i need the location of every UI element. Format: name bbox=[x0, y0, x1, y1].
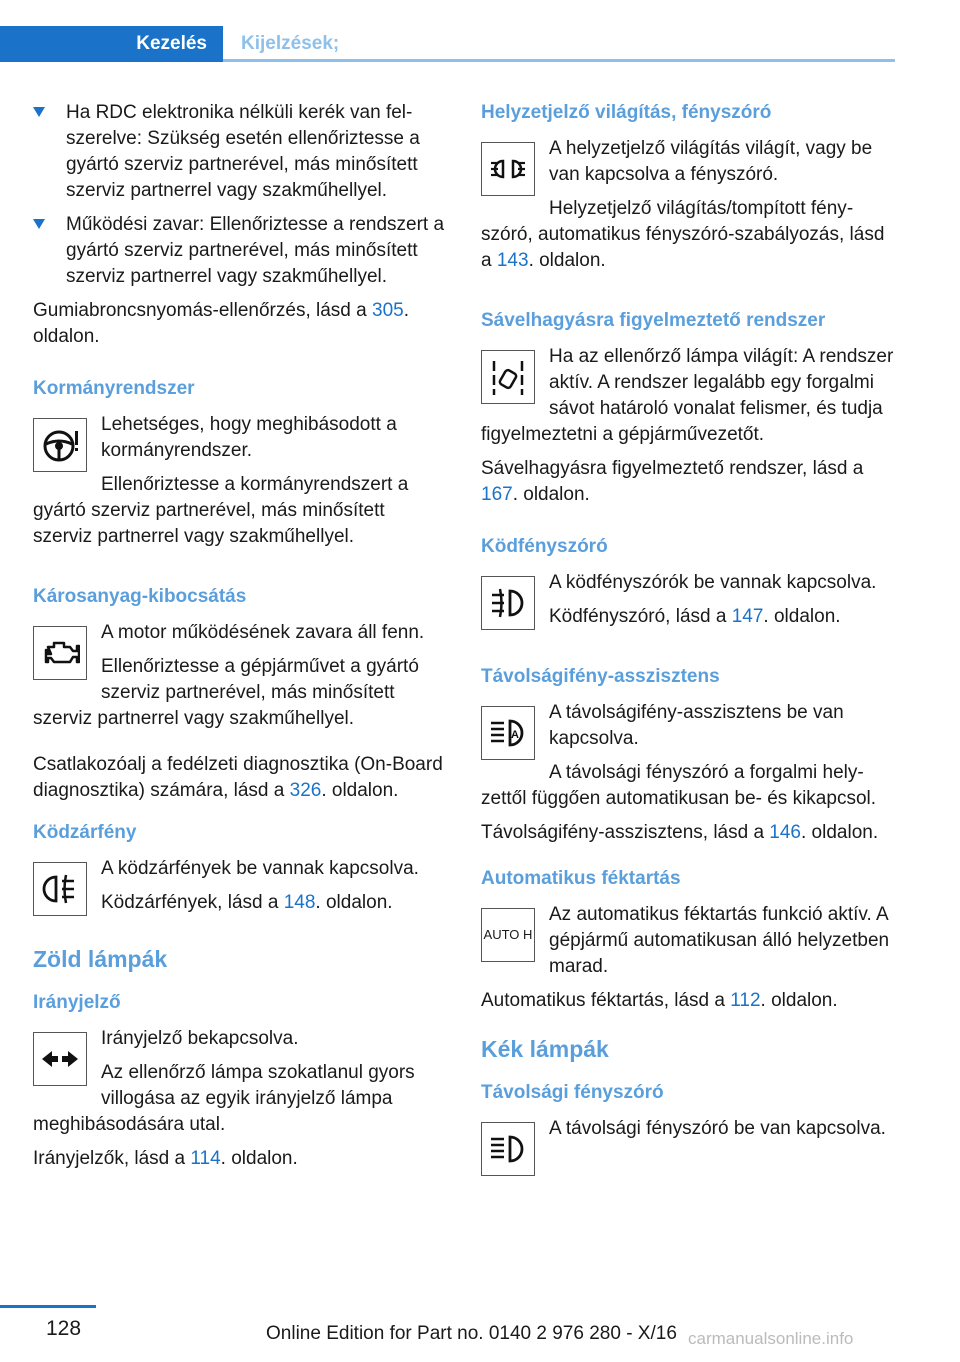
page-link-167[interactable]: 167 bbox=[481, 484, 513, 505]
front-fog-light-icon bbox=[481, 576, 535, 630]
reference-text: . oldalon. bbox=[528, 250, 606, 271]
parking-reference bbox=[481, 196, 896, 274]
footer-accent-line bbox=[0, 1305, 96, 1308]
tire-pressure-reference bbox=[33, 298, 448, 350]
highbeam-assistant-reference bbox=[481, 820, 896, 846]
triangle-bullet-icon bbox=[33, 212, 45, 238]
page-link-326[interactable]: 326 bbox=[289, 780, 322, 801]
tab-kijelzesek[interactable]: Kijelzések; bbox=[241, 33, 340, 54]
page-link-148[interactable]: 148 bbox=[283, 892, 316, 913]
engine-check-icon bbox=[33, 626, 87, 680]
tab-underline bbox=[223, 59, 895, 62]
section-heading-highbeam-assistant: Távolságifény-asszisztens bbox=[481, 666, 720, 687]
fog-reference bbox=[481, 604, 896, 630]
footer-edition: Online Edition for Part no. 0140 2 976 280 - X/16 bbox=[266, 1323, 677, 1344]
paragraph: A távolsági fényszóró a forgalmi helyzettől függően automatikusan be- és kikapcsol. bbox=[481, 762, 877, 809]
page-link-143[interactable]: 143 bbox=[496, 250, 529, 271]
header-tabbar bbox=[0, 26, 895, 62]
parking-light-icon bbox=[481, 142, 535, 196]
paragraph: Ellenőriztesse a kormányrendszert a gyártó szerviz partnerével, más minősített szerviz partnerrel vagy szakműhellyel. bbox=[33, 474, 409, 547]
obd-reference bbox=[33, 752, 448, 804]
paragraph: Lehetséges, hogy meghibásodott a kormányrendszer. bbox=[101, 414, 397, 461]
reference-text: Automatikus féktartás, lásd a bbox=[481, 990, 731, 1011]
rear-fog-light-icon bbox=[33, 862, 87, 916]
reference-text: Gumiabroncsnyomás-ellenőrzés, lásd a bbox=[33, 300, 372, 321]
section-heading-green-lights: Zöld lámpák bbox=[33, 946, 168, 972]
reference-text: Ködzárfények, lásd a bbox=[101, 892, 284, 913]
page-link-305[interactable]: 305 bbox=[372, 300, 404, 321]
svg-text:A: A bbox=[511, 729, 519, 741]
section-heading-emission: Károsanyag-kibocsátás bbox=[33, 586, 247, 607]
page-link-112[interactable]: 112 bbox=[730, 990, 761, 1011]
page-link-114[interactable]: 114 bbox=[190, 1148, 221, 1169]
paragraph: A ködfényszórók be vannak kapcsolva. bbox=[549, 572, 877, 593]
turn-signal-reference bbox=[33, 1146, 448, 1172]
reference-text: Távolságifény-asszisztens, lásd a bbox=[481, 822, 770, 843]
turn-signal-icon bbox=[33, 1032, 87, 1086]
reference-text: Ködfényszóró, lásd a bbox=[549, 606, 732, 627]
reference-text: Csatlakozóalj a fedélzeti diagnosztika (On-Board diagnosztika) számára, lásd a bbox=[33, 754, 443, 801]
page-number: 128 bbox=[46, 1317, 82, 1340]
paragraph: A helyzetjelző világítás világít, vagy be van kapcsolva a fényszóró. bbox=[549, 138, 873, 185]
left-column bbox=[33, 100, 448, 1180]
reference-text: . oldalon. bbox=[315, 892, 393, 913]
paragraph: A motor működésének zavara áll fenn. bbox=[101, 622, 425, 643]
auto-hold-icon bbox=[481, 908, 535, 962]
section-heading-rear-fog: Ködzárfény bbox=[33, 822, 137, 843]
bullet-text: Működési zavar: Ellenőriztesse a rendszert a gyártó szerviz partnerével, más minősített szerviz partnerrel vagy szakműhellyel. bbox=[66, 214, 445, 287]
list-item bbox=[33, 100, 448, 204]
reference-text: Irányjelzők, lásd a bbox=[33, 1148, 191, 1169]
reference-text: . oldalon. bbox=[801, 822, 879, 843]
reference-text: . oldalon. bbox=[321, 780, 399, 801]
paragraph: Irányjelző bekapcsolva. bbox=[101, 1028, 299, 1049]
bullet-text: Ha RDC elektronika nélküli kerék van felszerelve: Szükség esetén ellenőriztesse a gyártó szerviz partnerével, más minősített szerviz partnerrel vagy szakműhellyel. bbox=[66, 102, 420, 201]
lane-departure-icon bbox=[481, 350, 535, 404]
paragraph: A távolságifény-asszisztens be van kapcsolva. bbox=[549, 702, 844, 749]
section-heading-blue-lights: Kék lámpák bbox=[481, 1036, 609, 1062]
reference-text: Helyzetjelző világítás/tompított fényszóró, automatikus fényszóró-szabályozás, lásd a bbox=[481, 198, 885, 271]
paragraph: A ködzárfények be vannak kapcsolva. bbox=[101, 858, 419, 879]
page-link-146[interactable]: 146 bbox=[769, 822, 801, 843]
reference-text: Sávelhagyásra figyelmeztető rendszer, lásd a bbox=[481, 458, 864, 479]
list-item bbox=[33, 212, 448, 290]
reference-text: . oldalon. bbox=[512, 484, 590, 505]
paragraph: Az automatikus féktartás funkció aktív. A gépjármű automatikusan álló helyzetben marad. bbox=[549, 904, 890, 977]
footer-watermark: carmanualsonline.info bbox=[688, 1329, 854, 1348]
section-heading-parking-lights: Helyzetjelző világítás, fényszóró bbox=[481, 102, 772, 123]
section-heading-turn-signal: Irányjelző bbox=[33, 992, 121, 1013]
paragraph: A távolsági fényszóró be van kapcsolva. bbox=[549, 1118, 886, 1139]
section-heading-steering: Kormányrendszer bbox=[33, 378, 195, 399]
paragraph: Ha az ellenőrző lámpa világít: A rendszer aktív. A rendszer legalább egy forgalmi sávot határoló vonalat felismer, és tudja figyelmeztetni a gépjárművezetőt. bbox=[481, 346, 894, 445]
reference-text: . oldalon. bbox=[220, 1148, 298, 1169]
tab-kezeles[interactable]: Kezelés bbox=[0, 26, 223, 62]
triangle-bullet-icon bbox=[33, 100, 45, 126]
paragraph: Ellenőriztesse a gépjárművet a gyártó szerviz partnerével, más minősített szerviz partnerrel vagy szakműhellyel. bbox=[33, 656, 419, 729]
section-heading-lane-departure: Sávelhagyásra figyelmeztető rendszer bbox=[481, 310, 826, 331]
lane-reference bbox=[481, 456, 896, 508]
highbeam-assistant-icon bbox=[481, 706, 535, 760]
section-heading-highbeam: Távolsági fényszóró bbox=[481, 1082, 664, 1103]
paragraph: Az ellenőrző lámpa szokatlanul gyors villogása az egyik irányjelző lámpa meghibásodására utal. bbox=[33, 1062, 415, 1135]
reference-text: . oldalon. bbox=[760, 990, 838, 1011]
auto-hold-icon-label: AUTO H bbox=[483, 927, 533, 942]
section-heading-auto-hold: Automatikus féktartás bbox=[481, 868, 681, 889]
highbeam-icon bbox=[481, 1122, 535, 1176]
section-heading-fog-lights: Ködfényszóró bbox=[481, 536, 608, 557]
reference-text: . oldalon. bbox=[763, 606, 841, 627]
auto-hold-reference bbox=[481, 988, 896, 1014]
rear-fog-reference bbox=[33, 890, 448, 916]
page-link-147[interactable]: 147 bbox=[731, 606, 764, 627]
reference-text: . oldalon. bbox=[33, 300, 409, 347]
right-column bbox=[481, 100, 896, 1180]
steering-warning-icon bbox=[33, 418, 87, 472]
